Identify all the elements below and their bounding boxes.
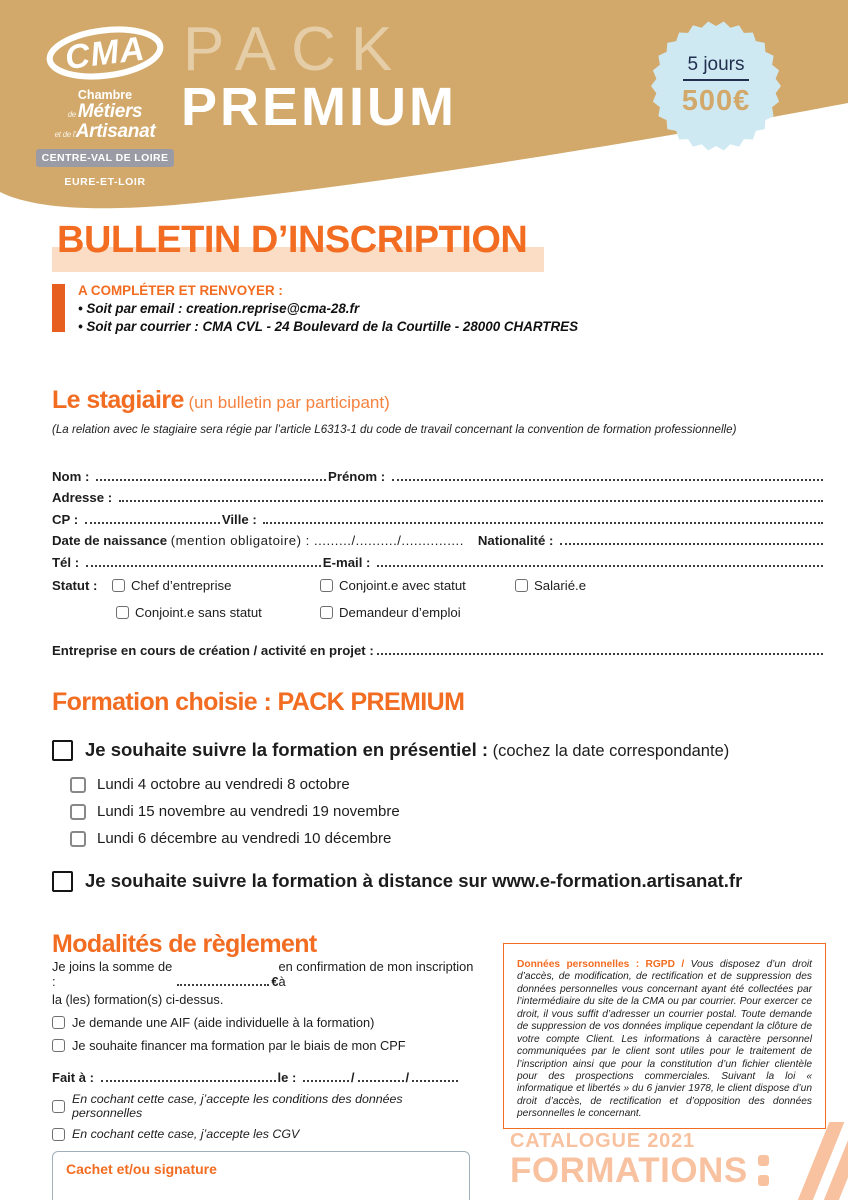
fait-row xyxy=(52,1065,476,1085)
cp-field[interactable] xyxy=(85,514,220,524)
formation-title: Formation choisie : PACK PREMIUM xyxy=(52,688,465,716)
badge-price: 500€ xyxy=(681,85,751,117)
entreprise-label: Entreprise en cours de création / activité en projet : xyxy=(52,642,374,658)
ville-field[interactable] xyxy=(263,514,823,524)
distance-row xyxy=(52,870,825,892)
nationalite-label: Nationalité : xyxy=(477,533,558,549)
slash-2: / xyxy=(405,1070,410,1085)
accept-cgv-checkbox[interactable] xyxy=(52,1128,65,1141)
nationalite-field[interactable] xyxy=(560,535,823,545)
cma-acronym: CMA xyxy=(62,29,148,78)
statut-option-conjoint-avec: Conjoint.e avec statut xyxy=(320,578,466,593)
somme-field[interactable] xyxy=(177,976,269,986)
fait-lieu-field[interactable] xyxy=(101,1072,276,1082)
signature-label: Cachet et/ou signature xyxy=(66,1161,217,1177)
rgpd-box xyxy=(503,943,826,1129)
slash-1: / xyxy=(350,1070,355,1085)
cpf-row: Je souhaite financer ma formation par le biais de mon CPF xyxy=(52,1038,476,1053)
row-tel-email xyxy=(52,548,825,570)
send-heading: A COMPLÉTER ET RENVOYER : xyxy=(78,283,283,298)
send-mail-line: • Soit par courrier : CMA CVL - 24 Boulevard de la Courtille - 28000 CHARTRES xyxy=(78,318,579,334)
statut-option-conjoint-sans: Conjoint.e sans statut xyxy=(116,605,262,620)
aif-checkbox[interactable] xyxy=(52,1016,65,1029)
euro-sign: € xyxy=(271,974,279,989)
nom-label: Nom : xyxy=(52,468,94,484)
pack-word: PACK xyxy=(183,15,408,84)
presentiel-checkbox[interactable] xyxy=(52,740,73,761)
statut-label: Statut : xyxy=(52,577,98,593)
region-badge: CENTRE-VAL DE LOIRE xyxy=(36,149,175,167)
logo-line-artisanat: et de l’Artisanat xyxy=(54,120,156,142)
section-formation xyxy=(52,688,825,892)
naissance-note: (mention obligatoire) : xyxy=(170,533,314,549)
presentiel-note: (cochez la date correspondante) xyxy=(488,742,730,760)
accept-rgpd-checkbox[interactable] xyxy=(52,1100,65,1113)
statut-option-demandeur: Demandeur d’emploi xyxy=(320,605,461,620)
formations-label: FORMATIONS xyxy=(510,1153,769,1189)
row-nom-prenom xyxy=(52,462,825,484)
statut-option-salarie: Salarié.e xyxy=(515,578,586,593)
date-jour-field[interactable] xyxy=(303,1072,349,1082)
email-label: E-mail : xyxy=(322,554,375,570)
date-annee-field[interactable] xyxy=(412,1072,458,1082)
statut-salarie-checkbox[interactable] xyxy=(515,579,528,592)
entreprise-field[interactable] xyxy=(377,645,823,655)
reglement-title: Modalités de règlement xyxy=(52,930,317,958)
badge-duration: 5 jours xyxy=(683,54,748,81)
somme-suffix: en confirmation de mon inscription à xyxy=(278,959,474,989)
somme-prefix: Je joins la somme de : xyxy=(52,959,173,989)
page-title: BULLETIN D’INSCRIPTION xyxy=(57,219,528,261)
tel-field[interactable] xyxy=(86,557,321,567)
section-reglement xyxy=(52,930,476,1200)
row-naissance-nationalite xyxy=(52,527,825,549)
cma-logo xyxy=(26,20,184,188)
statut-chef-checkbox[interactable] xyxy=(112,579,125,592)
row-entreprise xyxy=(52,636,825,658)
date-option-3: Lundi 6 décembre au vendredi 10 décembre xyxy=(70,825,825,852)
naissance-label: Date de naissance xyxy=(52,533,171,549)
send-instructions xyxy=(78,282,678,335)
logo-line-chambre: Chambre xyxy=(77,88,133,102)
premium-word: PREMIUM xyxy=(181,77,457,137)
statut-conjoint-sans-checkbox[interactable] xyxy=(116,606,129,619)
orange-bar xyxy=(52,284,65,332)
rgpd-title: Données personnelles : RGPD / xyxy=(517,959,685,970)
date-mois-field[interactable] xyxy=(358,1072,404,1082)
date-1-checkbox[interactable] xyxy=(70,777,86,793)
date-option-1: Lundi 4 octobre au vendredi 8 octobre xyxy=(70,771,825,798)
date-option-2: Lundi 15 novembre au vendredi 19 novembre xyxy=(70,798,825,825)
section-stagiaire xyxy=(52,386,825,658)
somme-line2: la (les) formation(s) ci-dessus. xyxy=(52,992,224,1007)
adresse-field[interactable] xyxy=(119,492,823,502)
aif-row: Je demande une AIF (aide individuelle à la formation) xyxy=(52,1015,476,1030)
nom-field[interactable] xyxy=(96,471,326,481)
tel-label: Tél : xyxy=(52,554,83,570)
statut-demandeur-checkbox[interactable] xyxy=(320,606,333,619)
presentiel-label: Je souhaite suivre la formation en présentiel : xyxy=(85,739,489,760)
distance-checkbox[interactable] xyxy=(52,871,73,892)
somme-row xyxy=(52,959,476,989)
row-cp-ville xyxy=(52,505,825,527)
email-field[interactable] xyxy=(377,557,823,567)
price-badge xyxy=(650,20,782,152)
date-options xyxy=(70,771,825,852)
footer-wordmark xyxy=(510,1130,769,1189)
logo-line-metiers: de Métiers xyxy=(67,101,143,122)
statut-group xyxy=(52,578,825,632)
accept-rgpd-row: En cochant cette case, j’accepte les conditions des données personnelles xyxy=(52,1092,476,1120)
date-2-checkbox[interactable] xyxy=(70,804,86,820)
naissance-field[interactable]: ........./........../............... xyxy=(313,533,464,549)
prenom-label: Prénom : xyxy=(328,468,389,484)
row-adresse xyxy=(52,484,825,506)
cp-label: CP : xyxy=(52,511,82,527)
adresse-label: Adresse : xyxy=(52,490,116,506)
stagiaire-subtitle: (un bulletin par participant) xyxy=(183,393,390,412)
statut-option-chef: Chef d’entreprise xyxy=(112,578,231,593)
catalogue-label: CATALOGUE 2021 xyxy=(510,1130,695,1152)
prenom-field[interactable] xyxy=(392,471,823,481)
stagiaire-legal-note: (La relation avec le stagiaire sera régie par l’article L6313-1 du code de travail concernant la convention de formation professionnelle) xyxy=(52,423,737,436)
statut-conjoint-avec-checkbox[interactable] xyxy=(320,579,333,592)
stagiaire-title: Le stagiaire (un bulletin par participant) xyxy=(52,386,390,414)
rgpd-text: Données personnelles : RGPD / Vous disposez d’un droit d’accès, de modification, de rectification et de suppression des données personnelles vous concernant ayant été collectées par l’intermédiaire du site de la CMA ou par courrier. Pour exercer ce droit, il vous suffit d’adresser un courrier postal. Toute demande de suppression de vos données implique cependant la clôture de votre compte Client. Les informations à caractère personnel communiquées par le client sont utiles pour le traitement de l’inscription ainsi que pour la constitution d’un fichier clientèle pour des prospections commerciales. Suivant la loi « informatique et libertés » du 6 janvier 1978, le client dispose d’un droit d’accès, de rectification et d’opposition des données personnelles le concernant. xyxy=(517,959,812,1120)
cma-oval-icon xyxy=(39,20,171,86)
presentiel-row xyxy=(52,739,825,761)
date-3-checkbox[interactable] xyxy=(70,831,86,847)
cpf-checkbox[interactable] xyxy=(52,1039,65,1052)
signature-box[interactable] xyxy=(52,1151,470,1200)
department-label: EURE-ET-LOIR xyxy=(64,175,146,188)
accept-cgv-row: En cochant cette case, j’accepte les CGV xyxy=(52,1127,476,1141)
ville-label: Ville : xyxy=(221,511,261,527)
distance-label: Je souhaite suivre la formation à distance sur www.e-formation.artisanat.fr xyxy=(85,870,743,891)
send-email-line: • Soit par email : creation.reprise@cma-28.fr xyxy=(78,300,360,316)
colon-decoration xyxy=(758,1155,769,1186)
le-label: le : xyxy=(277,1070,300,1085)
fait-a-label: Fait à : xyxy=(52,1070,98,1085)
stagiaire-fields xyxy=(52,462,825,570)
